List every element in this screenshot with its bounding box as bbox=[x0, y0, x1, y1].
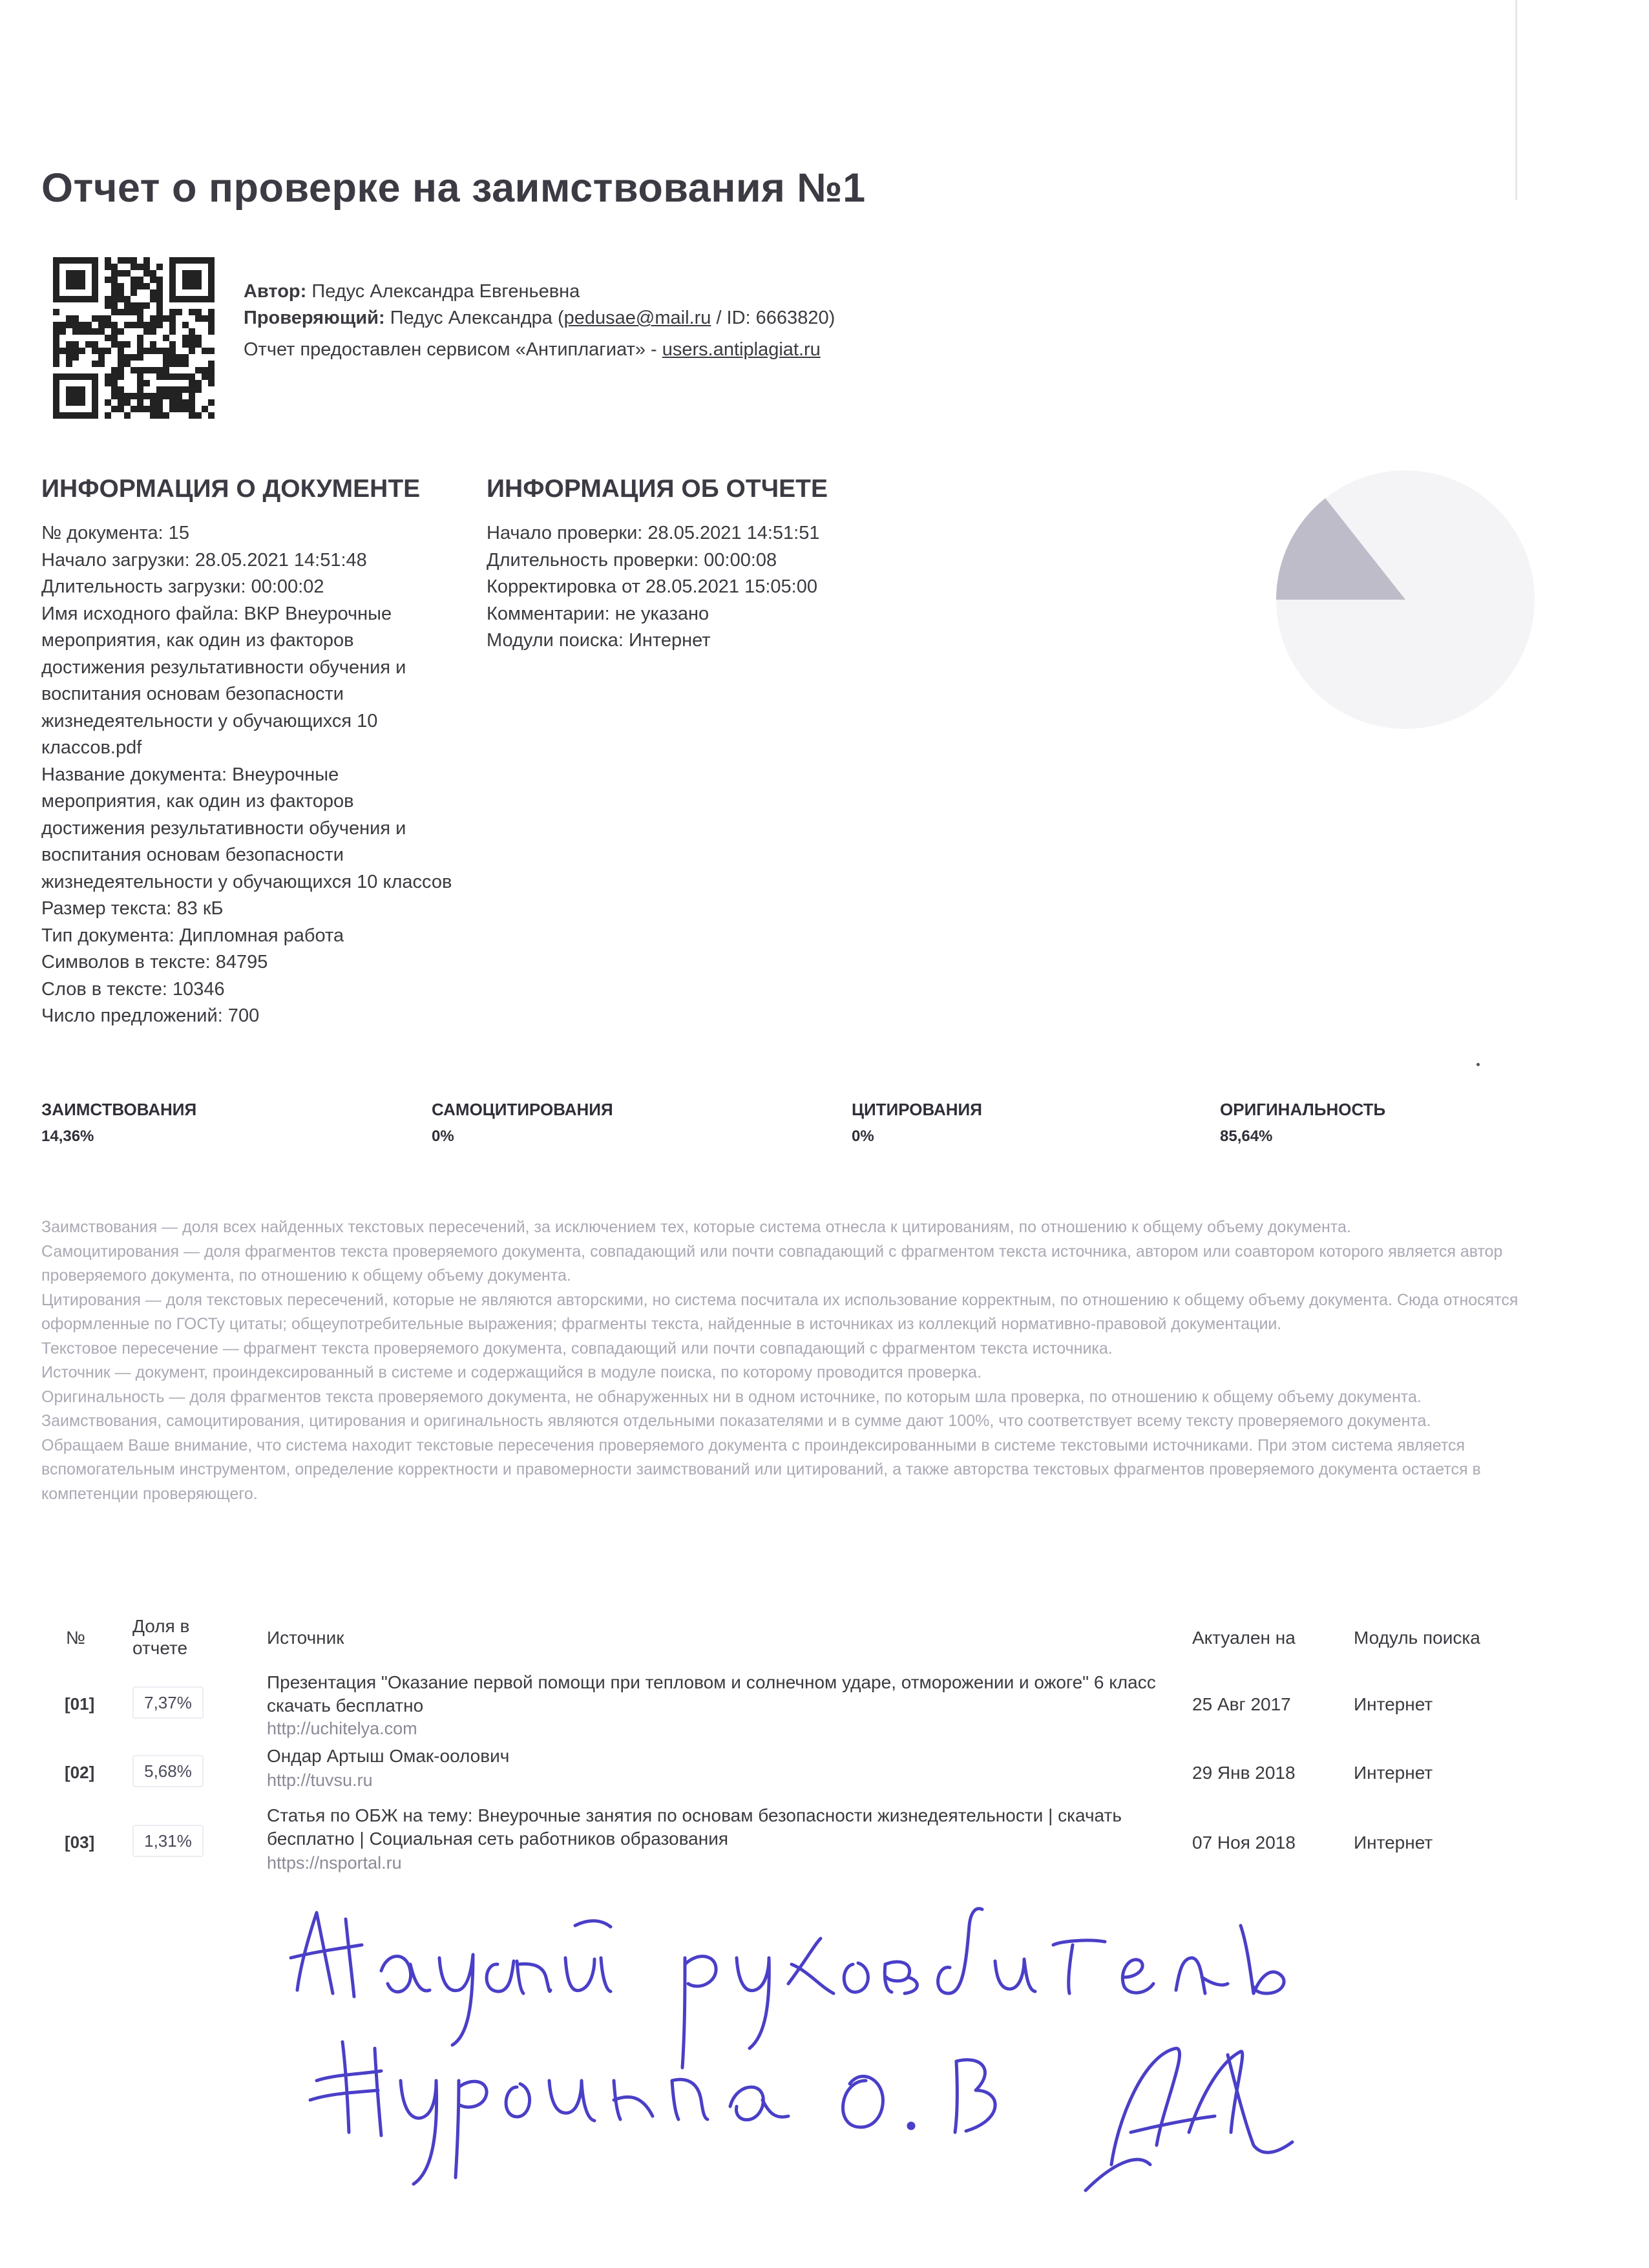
doc-info-line: Имя исходного файла: ВКР Внеурочные мероприятия, как один из факторов достижения результативности обучения и воспитания основам безопасности жизнедеятельности у обучающихся 10 классов.pdf bbox=[41, 603, 406, 758]
scan-edge-line bbox=[1515, 0, 1517, 200]
checker-email-link[interactable]: pedusae@mail.ru bbox=[563, 308, 711, 328]
doc-info-line: Размер текста: 83 кБ bbox=[41, 898, 224, 919]
source-title: Презентация "Оказание первой помощи при тепловом и солнечном ударе, отморожении и ожоге" 6 класс скачать бесплатно bbox=[267, 1672, 1156, 1716]
definition-paragraph: Оригинальность — доля фрагментов текста проверяемого документа, не обнаруженных ни в одном источнике, по которым шла проверка, по отношению к общему объему документа. bbox=[41, 1387, 1422, 1406]
doc-info-line: Длительность загрузки: 00:00:02 bbox=[41, 576, 324, 597]
service-line bbox=[244, 332, 835, 368]
checker-name: Педус Александра ( bbox=[390, 308, 564, 328]
source-share-badge: 1,31% bbox=[132, 1825, 204, 1857]
stat-originality-value: 85,64% bbox=[1220, 1128, 1273, 1145]
source-title: Ондар Артыш Омак-оолович bbox=[267, 1746, 510, 1766]
checker-line bbox=[244, 300, 835, 336]
service-link[interactable]: users.antiplagiat.ru bbox=[662, 339, 821, 360]
source-date: 25 Авг 2017 bbox=[1192, 1694, 1291, 1714]
doc-info-line: Слов в тексте: 10346 bbox=[41, 978, 225, 1000]
qr-code bbox=[53, 257, 215, 419]
doc-info-line: Начало загрузки: 28.05.2021 14:51:48 bbox=[41, 549, 367, 571]
stat-selfcitation-value: 0% bbox=[432, 1128, 454, 1145]
source-number: [02] bbox=[65, 1763, 95, 1782]
checker-id: / ID: 6663820) bbox=[711, 308, 835, 328]
doc-info-line: Символов в тексте: 84795 bbox=[41, 952, 268, 972]
stat-citation-value: 0% bbox=[852, 1128, 874, 1145]
stat-citation-label: ЦИТИРОВАНИЯ bbox=[852, 1100, 982, 1119]
source-share-badge: 5,68% bbox=[132, 1755, 204, 1787]
checker-label: Проверяющий: bbox=[244, 308, 385, 328]
service-text: Отчет предоставлен сервисом «Антиплагиат» - bbox=[244, 339, 662, 360]
definition-paragraph: Текстовое пересечение — фрагмент текста проверяемого документа, совпадающий или почти совпадающий с фрагментом текста источника. bbox=[41, 1339, 1113, 1358]
report-info-line: Длительность проверки: 00:00:08 bbox=[487, 549, 777, 571]
stat-borrowing-value: 14,36% bbox=[41, 1128, 94, 1145]
report-meta bbox=[244, 274, 835, 368]
scan-dot bbox=[1476, 1063, 1480, 1066]
source-url-link[interactable]: http://uchitelya.com bbox=[267, 1719, 417, 1738]
doc-info-line: Название документа: Внеурочные мероприятия, как один из факторов достижения результативности обучения и воспитания основам безопасности жизнедеятельности у обучающихся 10 классов bbox=[41, 764, 452, 892]
definition-paragraph: Заимствования, самоцитирования, цитирования и оригинальность являются отдельными показателями и в сумме дают 100%, что соответствует всему тексту проверяемого документа. bbox=[41, 1412, 1431, 1430]
author-label: Автор: bbox=[244, 281, 307, 302]
source-title: Статья по ОБЖ на тему: Внеурочные занятия по основам безопасности жизнедеятельности | скачать бесплатно | Социальная сеть работников образования bbox=[267, 1805, 1122, 1849]
definition-paragraph: Самоцитирования — доля фрагментов текста проверяемого документа, совпадающий или почти совпадающий с фрагментом текста источника, автором или соавтором которого является автор проверяемого документа, по отношению к общему объему документа. bbox=[41, 1242, 1503, 1285]
doc-info-line: Число предложений: 700 bbox=[41, 1005, 260, 1026]
source-number: [03] bbox=[65, 1832, 95, 1852]
handwritten-signature bbox=[271, 1887, 1434, 2249]
col-header-date: Актуален на bbox=[1192, 1628, 1296, 1648]
col-header-module: Модуль поиска bbox=[1354, 1628, 1480, 1648]
definitions-block bbox=[41, 1215, 1547, 1506]
report-info-line: Корректировка от 28.05.2021 15:05:00 bbox=[487, 576, 817, 597]
stat-originality-label: ОРИГИНАЛЬНОСТЬ bbox=[1220, 1100, 1386, 1119]
report-info-line: Комментарии: не указано bbox=[487, 603, 709, 624]
report-info-list bbox=[487, 520, 913, 655]
definition-paragraph: Цитирования — доля текстовых пересечений, которые не являются авторскими, но система посчитала их использование корректным, по отношению к общему объему документа. Сюда относятся оформленные по ГОСТу цитаты; общеупотребительные выражения; фрагменты текста, найденные в источниках из коллекций нормативно-правовой документации. bbox=[41, 1290, 1518, 1333]
definition-paragraph: Источник — документ, проиндексированный в системе и содержащийся в модуле поиска, по которому проводится проверка. bbox=[41, 1363, 982, 1381]
report-info-line: Начало проверки: 28.05.2021 14:51:51 bbox=[487, 523, 820, 543]
doc-info-list bbox=[41, 520, 455, 1030]
stat-borrowing-label: ЗАИМСТВОВАНИЯ bbox=[41, 1100, 197, 1119]
source-date: 29 Янв 2018 bbox=[1192, 1763, 1296, 1783]
definition-paragraph: Обращаем Ваше внимание, что система находит текстовые пересечения проверяемого документа с проиндексированными в системе текстовыми источниками. При этом система является вспомогательным инструментом, определение корректности и правомерности заимствований или цитирований, а также авторства текстовых фрагментов проверяемого документа остается в компетенции проверяющего. bbox=[41, 1436, 1481, 1503]
doc-info-line: Тип документа: Дипломная работа bbox=[41, 925, 344, 946]
col-header-source: Источник bbox=[267, 1628, 344, 1648]
source-number: [01] bbox=[65, 1694, 95, 1714]
source-module: Интернет bbox=[1354, 1763, 1433, 1783]
report-info-line: Модули поиска: Интернет bbox=[487, 630, 711, 651]
source-date: 07 Ноя 2018 bbox=[1192, 1832, 1296, 1853]
source-share-badge: 7,37% bbox=[132, 1686, 204, 1719]
doc-info-line: № документа: 15 bbox=[41, 523, 189, 543]
source-module: Интернет bbox=[1354, 1832, 1433, 1853]
definition-paragraph: Заимствования — доля всех найденных текстовых пересечений, за исключением тех, которые система отнесла к цитированиям, по отношению к общему объему документа. bbox=[41, 1218, 1351, 1236]
col-header-share: Доля в отчете bbox=[132, 1616, 190, 1658]
stat-selfcitation-label: САМОЦИТИРОВАНИЯ bbox=[432, 1100, 613, 1119]
page-title: Отчет о проверке на заимствования №1 bbox=[41, 165, 866, 211]
report-info-heading: ИНФОРМАЦИЯ ОБ ОТЧЕТЕ bbox=[487, 475, 828, 503]
doc-info-heading: ИНФОРМАЦИЯ О ДОКУМЕНТЕ bbox=[41, 475, 421, 503]
col-header-num: № bbox=[66, 1628, 86, 1648]
source-url-link[interactable]: http://tuvsu.ru bbox=[267, 1770, 373, 1790]
source-module: Интернет bbox=[1354, 1694, 1433, 1714]
author-value: Педус Александра Евгеньевна bbox=[311, 281, 580, 302]
originality-pie-chart bbox=[1276, 470, 1535, 729]
source-url-link[interactable]: https://nsportal.ru bbox=[267, 1853, 402, 1873]
